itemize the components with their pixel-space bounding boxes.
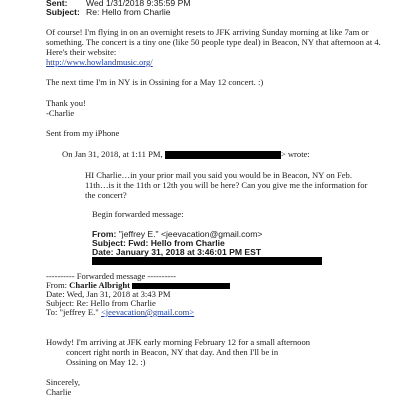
quoted-line-2: 11th…is it the 11th or 12th you will be here? Can you give me the information for [85,180,368,190]
quoted-subject-value: Fwd: Hello from Charlie [128,238,225,248]
quote-intro-wrote: > wrote: [280,149,310,159]
body-line-1: Howdy! I'm arriving at JFK early morning February 12 for a small afternoon [46,337,311,347]
body-line-2: concert right north in Beacon, NY that day. And then I'll be in [66,347,279,357]
subject-row [46,7,171,17]
reply-line-2: something. The concert is a tiny one (like 50 people type deal) in Beacon, NY that afternoon at 4. [46,37,381,47]
thank-you: Thank you! [46,98,86,108]
quote-intro-date: On Jan 31, 2018, at 1:11 PM, [62,149,163,159]
subject-label: Subject: [46,7,80,17]
forwarded-date: Date: Wed, Jan 31, 2018 at 3:43 PM [46,289,171,299]
reply-next-concert: The next time I'm in NY is in Ossining for a May 12 concert. :) [46,77,264,87]
quoted-from-value: "jeffrey E." <jeevacation@gmail.com> [118,229,263,239]
forwarded-from-label: From: [46,280,68,290]
sent-label: Sent: [46,0,68,8]
begin-forwarded: Begin forwarded message: [92,209,184,219]
forwarded-divider: ---------- Forwarded message ---------- [46,271,177,281]
quoted-subject-label: Subject: [92,238,126,248]
forwarded-from-name: Charlie Albright [69,280,131,290]
redaction-bar [92,257,322,265]
forwarded-subject: Subject: Re: Hello from Charlie [46,298,156,308]
quoted-line-3: the concert? [85,190,127,200]
website-link[interactable]: http://www.howlandmusic.org/ [46,57,153,67]
quoted-line-1: HI Charlie…in your prior mail you said you would be in Beacon, NY on Feb. [85,170,352,180]
redaction-bar [165,151,281,159]
quote-intro [62,149,310,159]
sent-from-iphone: Sent from my iPhone [46,128,120,138]
forwarded-to-email[interactable]: <jeevacation@gmail.com> [100,307,195,317]
body-line-3: Ossining on May 12. :) [66,357,146,367]
quoted-date-value: January 31, 2018 at 3:46:01 PM EST [115,247,262,257]
forwarded-to-row [46,307,194,317]
reply-line-1: Of course! I'm flying in on an overnight resets to JFK arriving Sunday morning at like 7am or [46,27,369,37]
quoted-date-label: Date: [92,247,114,257]
subject-value: Re: Hello from Charlie [86,7,171,17]
quoted-date-row [92,247,261,257]
forwarded-to-prefix: To: "jeffrey E." [46,307,99,317]
reply-line-3: Here's their website: [46,47,117,57]
sincerely: Sincerely, [46,377,81,387]
sent-value: Wed 1/31/2018 9:35:59 PM [86,0,191,8]
signoff: -Charlie [46,108,75,118]
signature-name: Charlie [46,387,72,397]
quoted-from-label: From: [92,229,117,239]
